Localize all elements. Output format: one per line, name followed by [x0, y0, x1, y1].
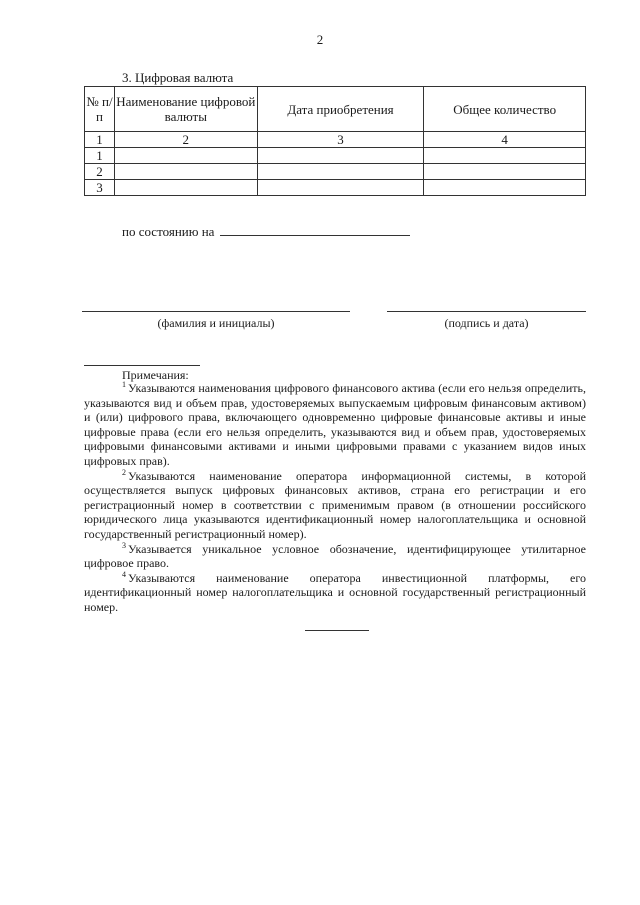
footnote-mark: 2	[122, 467, 126, 477]
column-number: 3	[257, 132, 424, 148]
header-total-quantity: Общее количество	[424, 87, 586, 132]
digital-currency-table	[84, 86, 586, 196]
column-number-row	[85, 132, 586, 148]
cell-acquisition-date[interactable]	[257, 164, 424, 180]
footnote	[84, 381, 586, 469]
row-number: 2	[85, 164, 115, 180]
row-number: 3	[85, 180, 115, 196]
as-of-date-line	[122, 223, 410, 240]
column-number: 2	[114, 132, 257, 148]
footnote-mark: 3	[122, 540, 126, 550]
cell-currency-name[interactable]	[114, 148, 257, 164]
cell-currency-name[interactable]	[114, 164, 257, 180]
footnote	[84, 571, 586, 615]
table-row	[85, 148, 586, 164]
column-number: 1	[85, 132, 115, 148]
row-number: 1	[85, 148, 115, 164]
header-currency-name: Наименование цифровой валюты	[114, 87, 257, 132]
as-of-label: по состоянию на	[122, 224, 215, 239]
end-divider	[305, 630, 369, 631]
footnote-mark: 1	[122, 380, 126, 389]
footnote-text: Указываются наименование оператора информационной системы, в которой осуществляется выпуск цифровых финансовых активов, страна его регистрации и его регистрационный номер в соответствии с применимым правом (в отношении российского юридического лица указываются идентификационный номер налогоплательщика и основной государственный регистрационный номер).	[84, 468, 586, 541]
footnote	[84, 542, 586, 571]
cell-total-quantity[interactable]	[424, 180, 586, 196]
table-row	[85, 180, 586, 196]
table-row	[85, 164, 586, 180]
section-heading: 3. Цифровая валюта	[122, 70, 234, 85]
name-signature-line[interactable]	[82, 311, 350, 312]
notes-list	[84, 381, 586, 615]
cell-total-quantity[interactable]	[424, 148, 586, 164]
footnote-text: Указываются наименования цифрового финансового актива (если его нельзя определить, указываются вид и объем прав, удостоверяемых выпускаемым цифровым финансовым активом) и (или) цифрового права, включающего одновременно цифровые финансовые активы и иные цифровые права (если его нельзя определить, указываются вид и объем прав, удостоверяемых цифровыми финансовыми активами и иными цифровыми правами с указанием видов иных цифровых прав).	[84, 381, 586, 468]
notes-divider	[84, 365, 200, 366]
footnote	[84, 469, 586, 542]
cell-acquisition-date[interactable]	[257, 180, 424, 196]
name-caption: (фамилия и инициалы)	[157, 316, 275, 330]
footnote-text: Указываются наименование оператора инвестиционной платформы, его идентификационный номер налогоплательщика и основной государственный регистрационный номер.	[84, 570, 586, 614]
notes-title: Примечания:	[122, 368, 189, 382]
column-number: 4	[424, 132, 586, 148]
signature-caption: (подпись и дата)	[444, 316, 529, 330]
page-number: 2	[316, 32, 324, 47]
header-acquisition-date: Дата приобретения	[257, 87, 424, 132]
footnote-text: Указывается уникальное условное обозначение, идентифицирующее утилитарное цифровое право.	[84, 541, 586, 571]
cell-total-quantity[interactable]	[424, 164, 586, 180]
table-header-row	[85, 87, 586, 132]
cell-currency-name[interactable]	[114, 180, 257, 196]
footnote-mark: 4	[122, 569, 126, 579]
signature-date-line[interactable]	[387, 311, 586, 312]
cell-acquisition-date[interactable]	[257, 148, 424, 164]
header-number: № п/п	[85, 87, 115, 132]
as-of-date-blank[interactable]	[220, 223, 410, 236]
